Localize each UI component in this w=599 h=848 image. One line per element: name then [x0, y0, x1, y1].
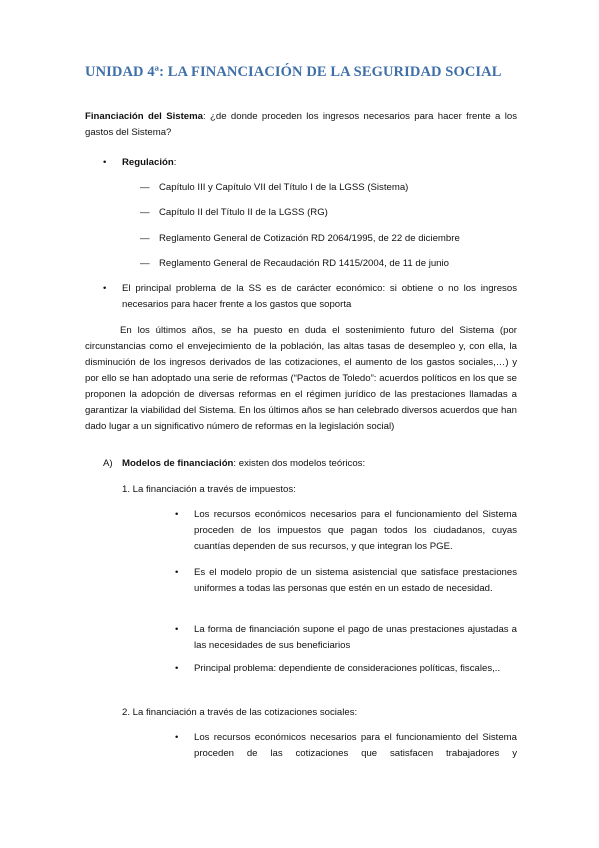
body-paragraph: En los últimos años, se ha puesto en duda el sostenimiento futuro del Sistema (por circunstancias como el envejecimiento de la población, las altas tasas de desempleo y, con ella, la disminución de los ingresos derivados de las cotizaciones, el aumento de los gastos sociales,…) y por ello se han adoptado una serie de reformas (“Pactos de Toledo”: acuerdos políticos en los que se proponen la adopción de diversas reformas en el régimen jurídico de las prestaciones llamadas a garantizar la viabilidad del Sistema. En los últimos años se han celebrado diversos acuerdos que han dado lugar a un significativo número de reformas en la legislación social)	[85, 325, 517, 432]
regulacion-item: Capítulo III y Capítulo VII del Título I de la LGSS (Sistema)	[159, 182, 409, 193]
bullet-marker: •	[103, 283, 107, 294]
regulacion-item: Reglamento General de Recaudación RD 1415/2004, de 11 de junio	[159, 258, 449, 269]
modelos-heading	[122, 456, 365, 472]
problema-paragraph: El principal problema de la SS es de carácter económico: si obtiene o no los ingresos necesarios para hacer frente a los gastos que soporta	[122, 283, 517, 310]
section-marker: A)	[103, 458, 113, 469]
bullet-marker: •	[103, 157, 107, 168]
regulacion-label: Regulación	[122, 157, 174, 168]
bullet-marker: •	[175, 732, 179, 743]
regulacion-heading	[122, 155, 176, 171]
intro-bold: Financiación del Sistema	[85, 111, 203, 122]
regulacion-item: Reglamento General de Cotización RD 2064/1995, de 22 de diciembre	[159, 233, 460, 244]
impuestos-heading: 1. La financiación a través de impuestos:	[122, 484, 296, 495]
intro-paragraph	[85, 109, 517, 141]
impuestos-item: Los recursos económicos necesarios para el funcionamiento del Sistema proceden de los impuestos que pagan todos los ciudadanos, cuyas cuantías dependen de sus recursos, y que integran los PGE.	[194, 509, 517, 552]
dash-marker: —	[140, 258, 150, 269]
intro-text: : ¿de donde proceden los ingresos necesarios para hacer frente a los gastos del Sistema?	[85, 111, 517, 138]
impuestos-item: La forma de financiación supone el pago de unas prestaciones ajustadas a las necesidades de sus beneficiarios	[194, 624, 517, 651]
dash-marker: —	[140, 207, 150, 218]
dash-marker: —	[140, 233, 150, 244]
bullet-marker: •	[175, 509, 179, 520]
modelos-text: : existen dos modelos teóricos:	[233, 458, 366, 469]
impuestos-item: Principal problema: dependiente de consideraciones políticas, fiscales,..	[194, 663, 501, 674]
impuestos-item: Es el modelo propio de un sistema asistencial que satisface prestaciones uniformes a todas las personas que estén en un estado de necesidad.	[194, 567, 517, 594]
modelos-bold: Modelos de financiación	[122, 458, 234, 469]
cotizaciones-item: Los recursos económicos necesarios para el funcionamiento del Sistema proceden de las cotizaciones que satisfacen trabajadores y	[194, 732, 517, 759]
dash-marker: —	[140, 182, 150, 193]
bullet-marker: •	[175, 567, 179, 578]
regulacion-colon: :	[173, 157, 177, 168]
bullet-marker: •	[175, 663, 179, 674]
regulacion-item: Capítulo II del Título II de la LGSS (RG)	[159, 207, 328, 218]
document-title: UNIDAD 4ª: LA FINANCIACIÓN DE LA SEGURIDAD SOCIAL	[85, 64, 502, 80]
cotizaciones-heading: 2. La financiación a través de las cotizaciones sociales:	[122, 707, 358, 718]
bullet-marker: •	[175, 624, 179, 635]
